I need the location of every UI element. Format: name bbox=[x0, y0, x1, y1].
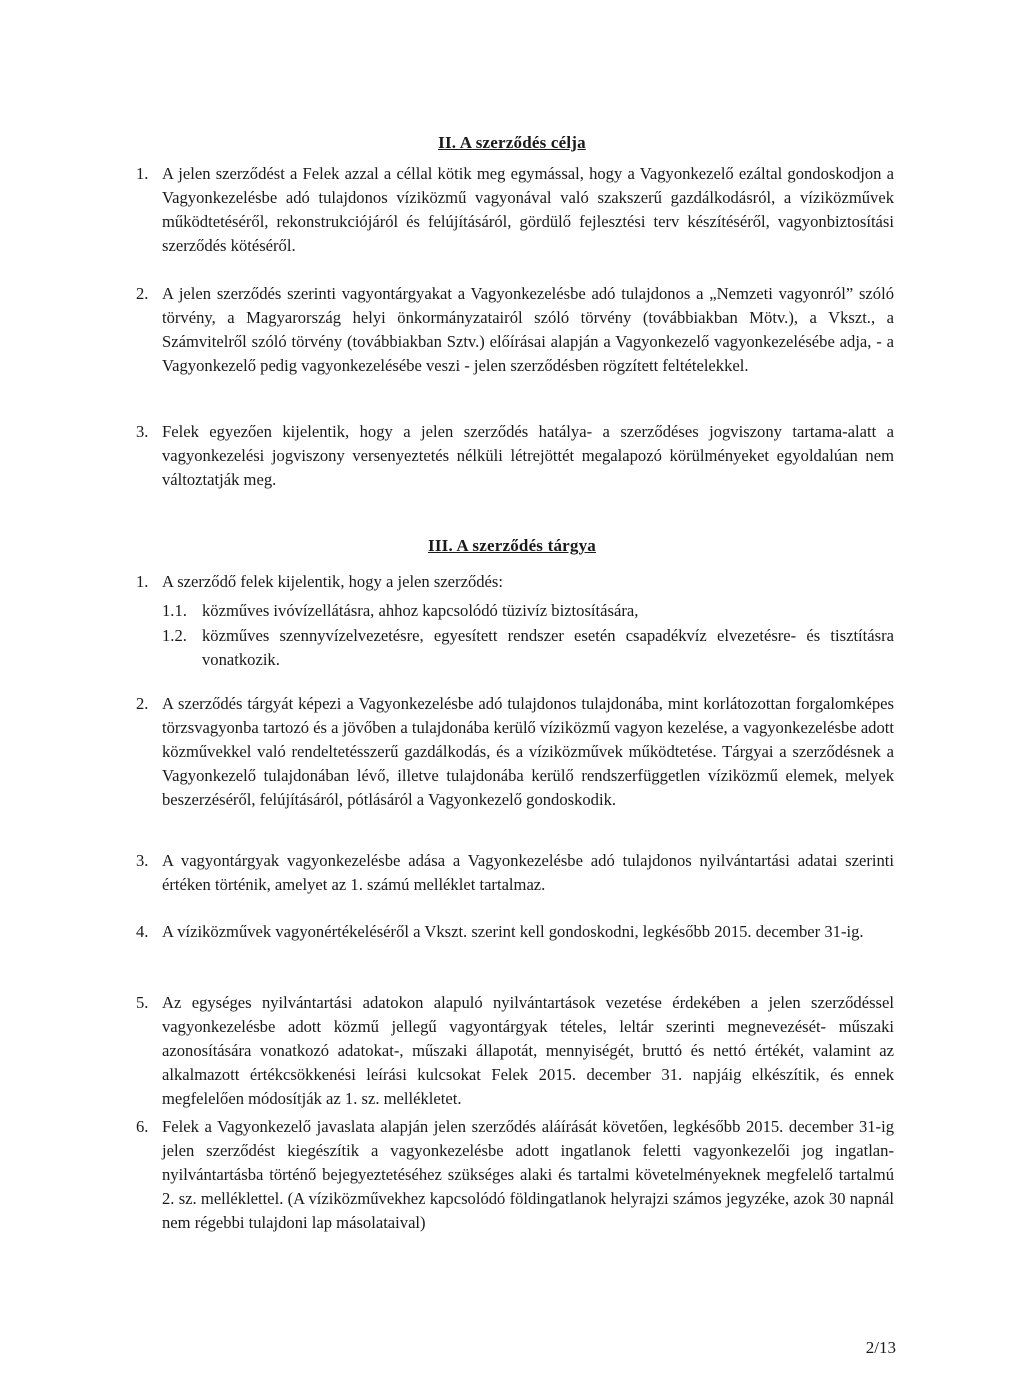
item-text: A jelen szerződést a Felek azzal a céllal kötik meg egymással, hogy a Vagyonkezelő ezáltal gondoskodjon a Vagyonkezelésbe adó tulajdonos víziközmű vagyonával való szakszerű gazdálkodásról, a víziközművek működtetéséről, rekonstrukciójáról és felújításáról, gördülő fejlesztési terv készítéséről, vagyonbiztosítási szerződés kötéséről. bbox=[162, 164, 894, 255]
section-heading-celja: II. A szerződés célja bbox=[438, 133, 586, 152]
section-heading-targya: III. A szerződés tárgya bbox=[428, 536, 596, 555]
sub-list-item bbox=[162, 624, 894, 672]
item-number: 2. bbox=[136, 694, 149, 713]
list-item bbox=[136, 849, 894, 897]
item-text: A szerződő felek kijelentik, hogy a jelen szerződés: bbox=[162, 572, 503, 591]
list-item bbox=[136, 420, 894, 492]
item-number: 3. bbox=[136, 422, 149, 441]
list-item bbox=[136, 1115, 894, 1235]
sub-list-item bbox=[162, 599, 894, 623]
item-text: A vagyontárgyak vagyonkezelésbe adása a Vagyonkezelésbe adó tulajdonos nyilvántartási adatai szerinti értéken történik, amelyet az 1. számú melléklet tartalmaz. bbox=[162, 851, 894, 894]
item-text: Az egységes nyilvántartási adatokon alapuló nyilvántartások vezetése érdekében a jelen szerződéssel vagyonkezelésbe adott közmű jellegű vagyontárgyak tételes, leltár szerinti megnevezését- műszaki azonosítására vonatkozó adatokat-, műszaki állapotát, mennyiségét, bruttó és nettó értékét, valamint az alkalmazott értékcsökkenési leírási kulcsokat Felek 2015. december 31. napjáig elkészítik, és ennek megfelelően módosítják az 1. sz. mellékletet. bbox=[162, 993, 894, 1108]
item-number: 5. bbox=[136, 993, 149, 1012]
sub-item-text: közműves ivóvízellátásra, ahhoz kapcsolódó tüzivíz biztosítására, bbox=[202, 601, 639, 620]
item-number: 1. bbox=[136, 572, 149, 591]
item-number: 4. bbox=[136, 922, 149, 941]
list-item bbox=[136, 991, 894, 1111]
list-item bbox=[136, 282, 894, 378]
item-text: Felek egyezően kijelentik, hogy a jelen szerződés hatálya- a szerződéses jogviszony tartama-alatt a vagyonkezelési jogviszony versenyeztetés nélküli létrejöttét megalapozó körülményeket egyoldalúan nem változtatják meg. bbox=[162, 422, 894, 489]
item-number: 2. bbox=[136, 284, 149, 303]
sub-item-number: 1.2. bbox=[162, 626, 187, 645]
item-number: 6. bbox=[136, 1117, 149, 1136]
sub-item-text: közműves szennyvízelvezetésre, egyesített rendszer esetén csapadékvíz elvezetésre- és tisztításra vonatkozik. bbox=[202, 626, 894, 669]
item-number: 1. bbox=[136, 164, 149, 183]
list-item bbox=[136, 162, 894, 258]
list-item bbox=[136, 920, 894, 944]
item-text: A szerződés tárgyát képezi a Vagyonkezelésbe adó tulajdonos tulajdonába, mint korlátozottan forgalomképes törzsvagyonba tartozó és a jövőben a tulajdonába kerülő víziközmű vagyon kezelése, a vagyonkezelésbe adott közművekkel való rendeltetésszerű gazdálkodás, és a víziközművek működtetése. Tárgyai a szerződésnek a Vagyonkezelő tulajdonában lévő, illetve tulajdonába kerülő rendszerfüggetlen víziközmű elemek, melyek beszerzéséről, felújításáról, pótlásáról a Vagyonkezelő gondoskodik. bbox=[162, 694, 894, 809]
list-item bbox=[136, 570, 894, 594]
item-number: 3. bbox=[136, 851, 149, 870]
list-item bbox=[136, 692, 894, 812]
item-text: A jelen szerződés szerinti vagyontárgyakat a Vagyonkezelésbe adó tulajdonos a „Nemzeti vagyonról” szóló törvény, a Magyarország helyi önkormányzatairól szóló törvény (továbbiakban Mötv.), a Vkszt., a Számvitelről szóló törvény (továbbiakban Sztv.) előírásai alapján a Vagyonkezelő vagyonkezelésébe adja, - a Vagyonkezelő pedig vagyonkezelésébe veszi - jelen szerződésben rögzített feltételekkel. bbox=[162, 284, 894, 375]
item-text: Felek a Vagyonkezelő javaslata alapján jelen szerződés aláírását követően, legkésőbb 2015. december 31-ig jelen szerződést kiegészítik a vagyonkezelésbe adott ingatlanok feletti vagyonkezelői jog ingatlan-nyilvántartásba történő bejegyeztetéséhez szükséges alaki és tartalmi követelményeknek megfelelő tartalmú 2. sz. melléklettel. (A víziközművekhez kapcsolódó földingatlanok helyrajzi számos jegyzéke, azok 30 napnál nem régebbi tulajdoni lap másolataival) bbox=[162, 1117, 894, 1232]
page-number: 2/13 bbox=[865, 1338, 896, 1357]
item-text: A víziközművek vagyonértékeléséről a Vkszt. szerint kell gondoskodni, legkésőbb 2015. december 31-ig. bbox=[162, 922, 864, 941]
sub-item-number: 1.1. bbox=[162, 601, 187, 620]
